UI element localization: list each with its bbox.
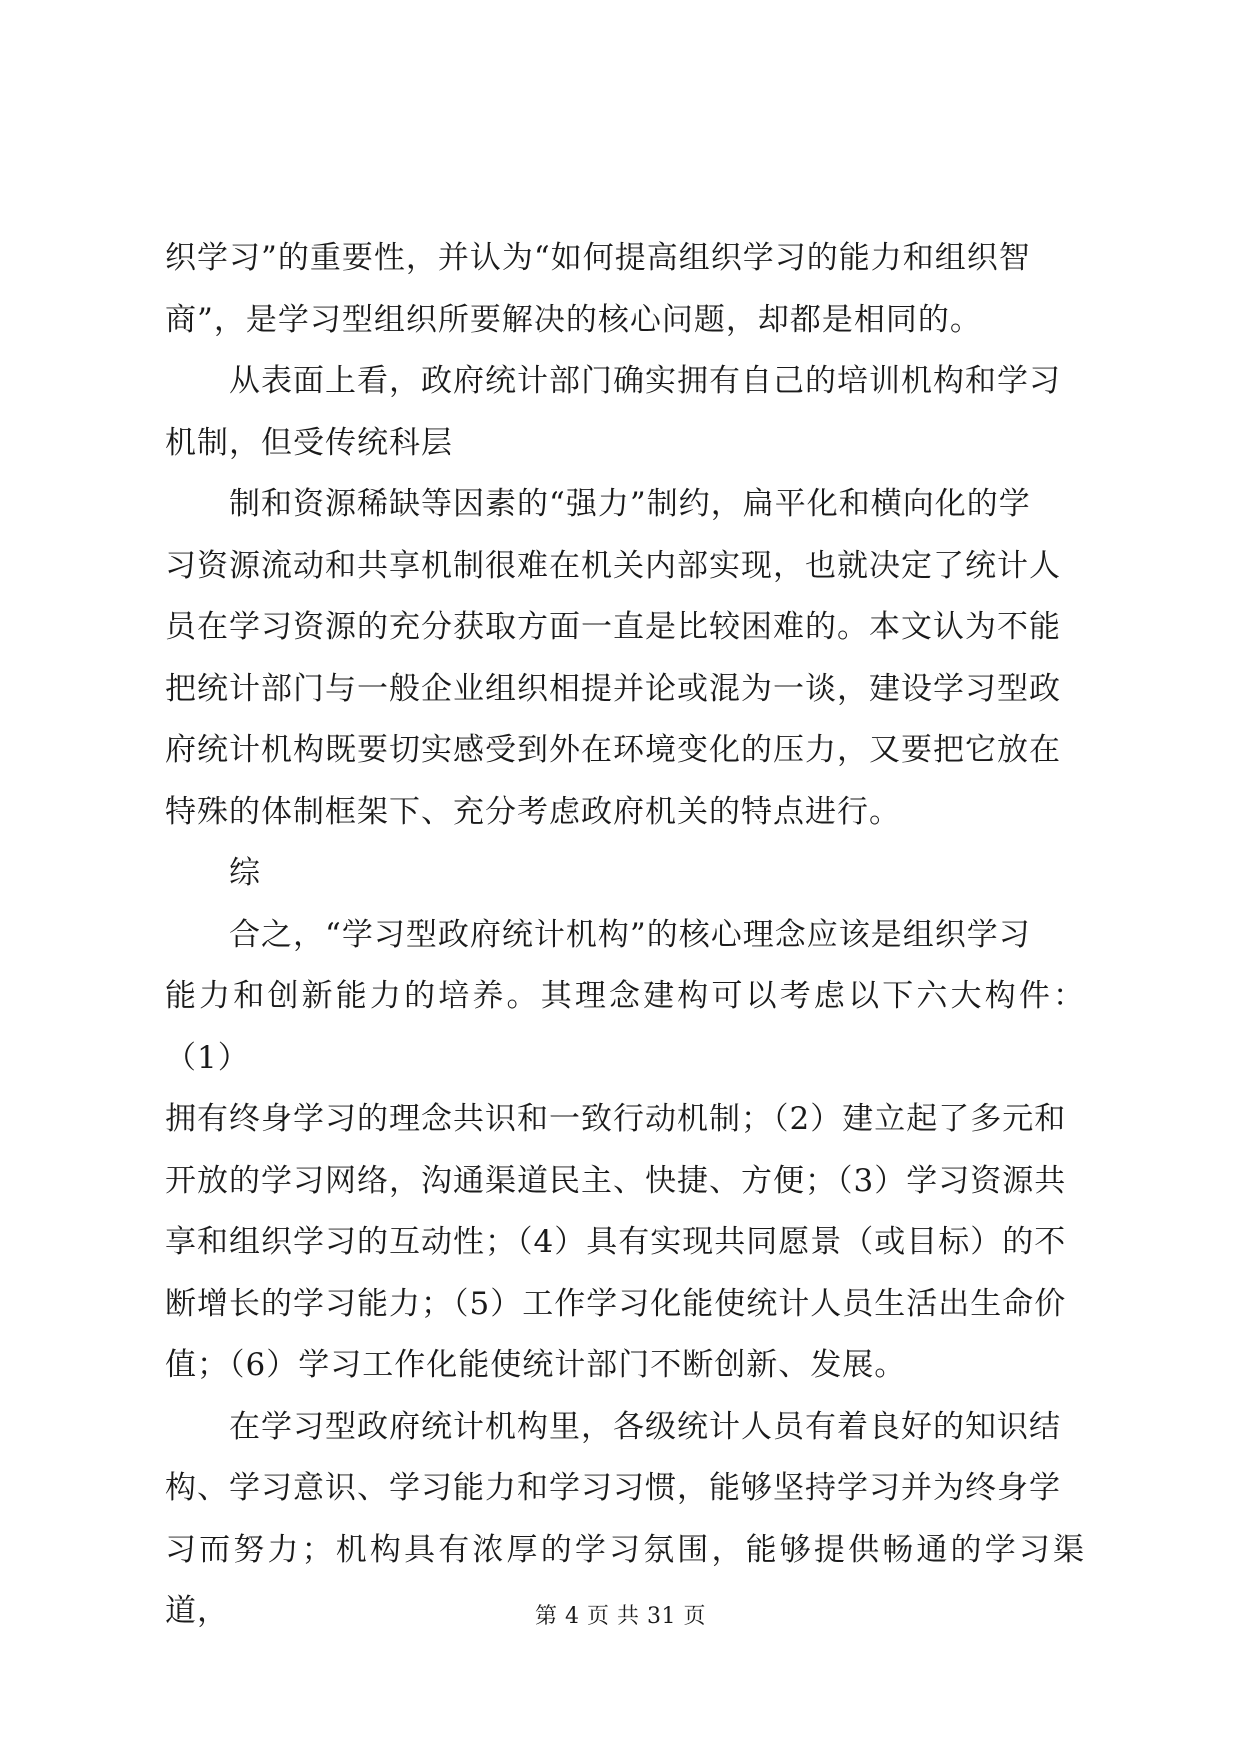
paragraph-2: 从表面上看，政府统计部门确实拥有自己的培训机构和学习 机制，但受传统科层: [165, 363, 1061, 461]
body-text: [165, 228, 1085, 1643]
page-footer: 第 4 页 共 31 页: [535, 1604, 706, 1629]
paragraph-3: 制和资源稀缺等因素的“强力”制约，扁平化和横向化的学 习资源流动和共享机制很难在机关内部实现，也就决定了统计人 员在学习资源的充分获取方面一直是比较困难的。本文认为不能 把统计部门与一般企业组织相提并论或混为一谈，建设学习型政 府统计机构既要切实感受到外在环境变化的压力，又要把它放在 特殊的体制框架下、充分考虑政府机关的特点进行。: [165, 486, 1061, 830]
paragraph-4: 综: [229, 855, 261, 891]
paragraph-5: 合之，“学习型政府统计机构”的核心理念应该是组织学习 能力和创新能力的培养。其理念建构可以考虑以下六大构件：（1） 拥有终身学习的理念共识和一致行动机制；（2）建立起了多元和 开放的学习网络，沟通渠道民主、快捷、方便；（3）学习资源共 享和组织学习的互动性；（4）具有实现共同愿景（或目标）的不 断增长的学习能力；（5）工作学习化能使统计人员生活出生命价 值；（6）学习工作化能使统计部门不断创新、发展。: [165, 916, 1085, 1383]
paragraph-6: 在学习型政府统计机构里，各级统计人员有着良好的知识结 构、学习意识、学习能力和学习习惯，能够坚持学习并为终身学 习而努力；机构具有浓厚的学习氛围，能够提供畅通的学习渠道，: [165, 1408, 1085, 1629]
paragraph-1: 织学习”的重要性，并认为“如何提高组织学习的能力和组织智 商”，是学习型组织所要解决的核心问题，却都是相同的。: [165, 240, 1031, 338]
